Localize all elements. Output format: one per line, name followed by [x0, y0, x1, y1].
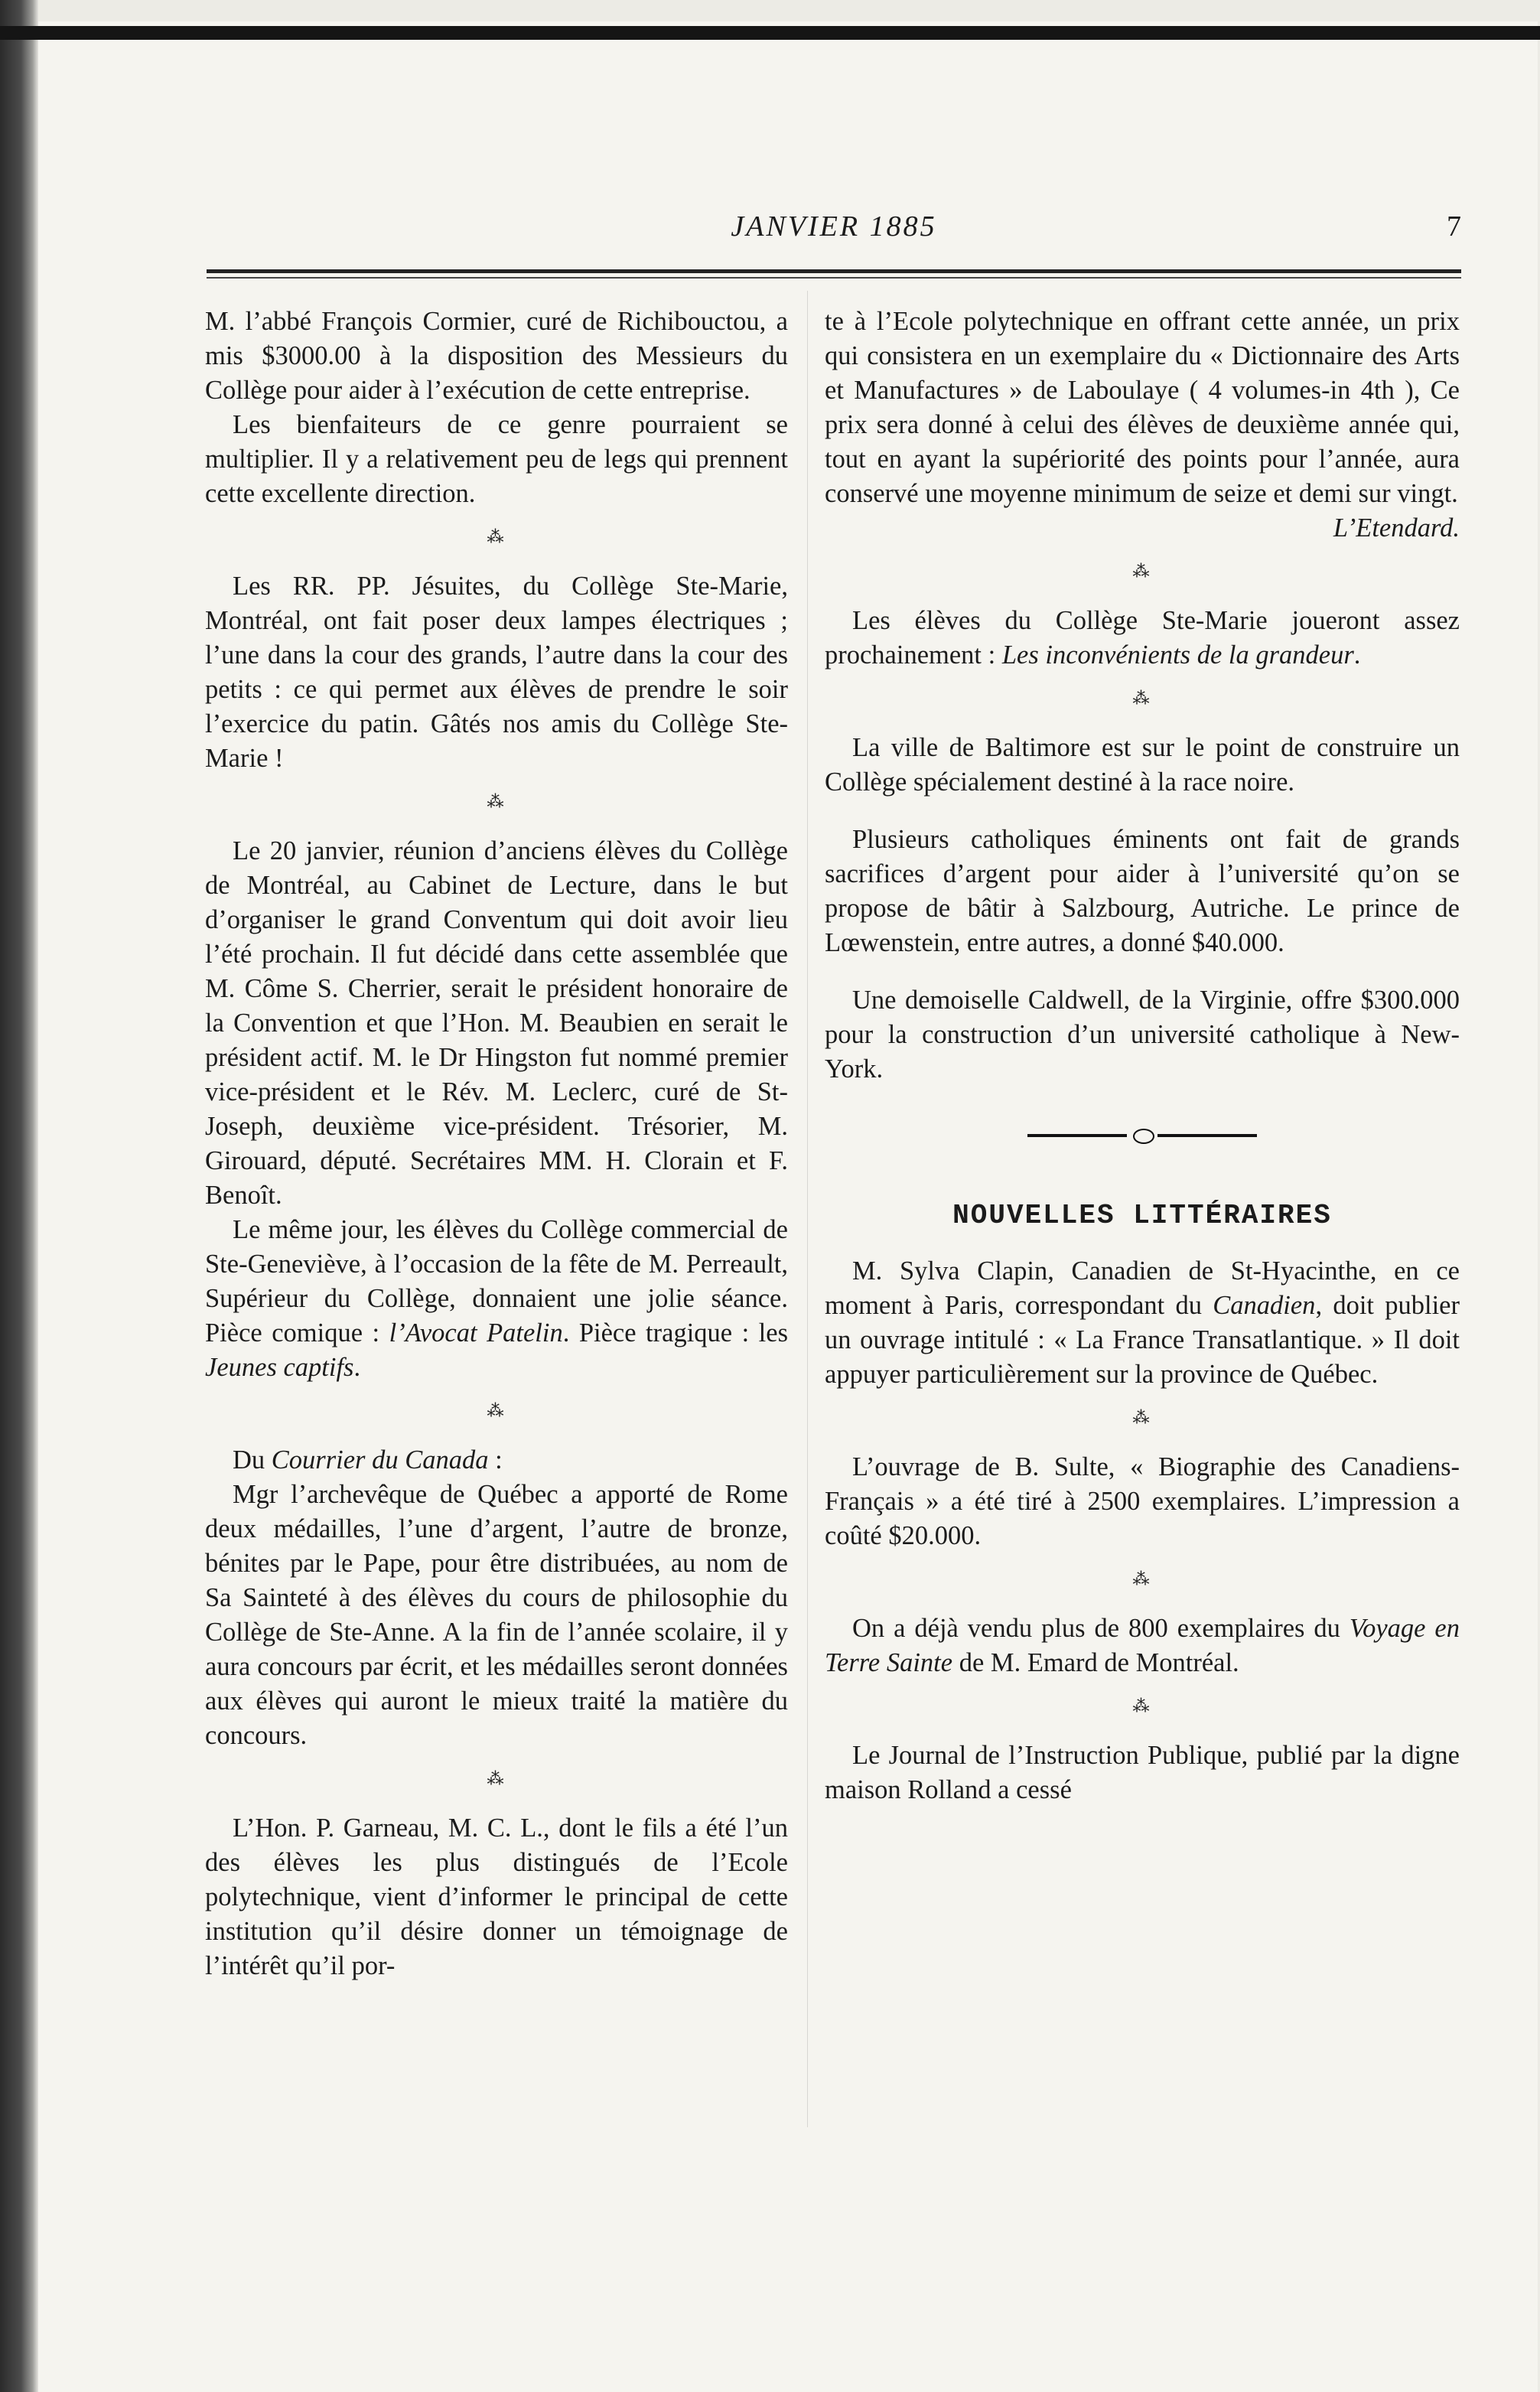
paragraph: Le 20 janvier, réunion d’anciens élèves du Collège de Montréal, au Cabinet de Lecture, dans le but d’organiser le grand Conventum qui doit avoir lieu l’été prochain. Il fut décidé dans cette assemblée que M. Côme S. Cherrier, serait le président honoraire de la Convention et que l’Hon. M. Beaubien en serait le président actif. M. le Dr Hingston fut nommé premier vice-président et le Rév. M. Leclerc, curé de St-Joseph, deuxième vice-président. Trésorier, M. Girouard, député. Secrétaires MM. H. Clorain et F. Benoît. [205, 836, 788, 1210]
text-run: . [353, 1353, 361, 1382]
text-run: : [488, 1445, 503, 1475]
text-run: On a déjà vendu plus de 800 exemplaires du [852, 1614, 1350, 1643]
paragraph: Les bienfaiteurs de ce genre pourraient se multiplier. Il y a relativement peu de legs qui prennent cette excellente direction. [205, 410, 788, 508]
paragraph: te à l’Ecole polytechnique en offrant cette année, un prix qui consistera en un exemplaire du « Dictionnaire des Arts et Manufactures » de Laboulaye ( 4 volumes-in 4th ), Ce prix sera donné à celui des élèves de deuxième année qui, tout en ayant la supériorité des points pour l’année, aura conservé une moyenne minimum de seize et demi sur vingt. [825, 307, 1460, 508]
paragraph: Plusieurs catholiques éminents ont fait de grands sacrifices d’argent pour aider à l’université qu’on se propose de bâtir à Salzbourg, Autriche. Le prince de Lœwenstein, entre autres, a donné $40.000. [825, 825, 1460, 957]
play-title: Jeunes captifs [205, 1353, 354, 1382]
separator-asterism: ⁂ [1132, 1569, 1152, 1589]
separator-asterism: ⁂ [487, 1401, 506, 1420]
running-header [207, 205, 1461, 251]
section-heading: NOUVELLES LITTÉRAIRES [952, 1200, 1332, 1231]
paragraph: M. l’abbé François Cormier, curé de Richibouctou, a mis $3000.00 à la disposition des Messieurs du Collège pour aider à l’exécution de cette entreprise. [205, 307, 788, 405]
header-rule-thin [207, 277, 1461, 279]
play-title: l’Avocat Patelin [389, 1318, 563, 1348]
text-run: Du [233, 1445, 272, 1475]
text-run: Le même jour, les élèves du Collège commercial de Ste-Geneviève, à l’occasion de la fête de M. Perreault, Supérieur du Collège, donnaient une jolie séance. Pièce comique : [205, 1215, 788, 1348]
text-run: M. Sylva Clapin, Canadien de St-Hyacinthe, en ce moment à Paris, correspondant du [825, 1256, 1460, 1320]
paragraph: La ville de Baltimore est sur le point de construire un Collège spécialement destiné à la race noire. [825, 733, 1460, 797]
source-title: Courrier du Canada [271, 1445, 489, 1475]
separator-asterism: ⁂ [487, 792, 506, 811]
page-number: 7 [1447, 210, 1461, 243]
text-run: , doit publier un ouvrage intitulé : « La France Transatlantique. » Il doit appuyer particulièrement sur la province de Québec. [825, 1291, 1460, 1389]
running-title: JANVIER 1885 [731, 210, 937, 243]
ornament-center [1133, 1129, 1154, 1144]
text-run: . Pièce tragique : les [562, 1318, 789, 1348]
ornament-rule-left [1027, 1134, 1127, 1137]
paragraph: Les RR. PP. Jésuites, du Collège Ste-Marie, Montréal, ont fait poser deux lampes électriques ; l’une dans la cour des grands, l’autre dans la cour des petits : ce qui permet aux élèves de prendre le soir l’exercice du patin. Gâtés nos amis du Collège Ste-Marie ! [205, 572, 788, 773]
paragraph [825, 604, 1460, 673]
text-run: Les élèves du Collège Ste-Marie joueront assez prochainement : [825, 606, 1460, 670]
separator-asterism: ⁂ [1132, 562, 1152, 581]
right-column [825, 305, 1460, 1807]
paragraph [205, 1443, 788, 1478]
column-divider [807, 291, 808, 2127]
top-dark-band [0, 26, 1540, 40]
book-title: Voyage en Terre Sainte [825, 1614, 1460, 1677]
header-rule-thick [207, 269, 1461, 273]
newspaper-title: Canadien [1213, 1291, 1316, 1320]
paragraph [825, 1254, 1460, 1392]
separator-asterism: ⁂ [487, 1769, 506, 1788]
page-binding-edge [0, 0, 38, 2392]
separator-asterism: ⁂ [1132, 1696, 1152, 1716]
text-run: . [1353, 640, 1361, 670]
paragraph [825, 1612, 1460, 1680]
paragraph: Une demoiselle Caldwell, de la Virginie, offre $300.000 pour la construction d’un université catholique à New-York. [825, 986, 1460, 1084]
paragraph [205, 1213, 788, 1385]
play-title: Les inconvénients de la grandeur [1001, 640, 1354, 670]
paragraph: L’Hon. P. Garneau, M. C. L., dont le fils a été l’un des élèves les plus distingués de l’Ecole polytechnique, vient d’informer le principal de cette institution qu’il désire donner un témoignage de l’intérêt qu’il por- [205, 1814, 788, 1980]
separator-asterism: ⁂ [1132, 689, 1152, 708]
separator-asterism: ⁂ [487, 527, 506, 546]
paragraph: Mgr l’archevêque de Québec a apporté de Rome deux médailles, l’une d’argent, l’autre de bronze, bénites par le Pape, pour être distribuées, au nom de Sa Sainteté à des élèves du cours de philosophie du Collège de Ste-Anne. A la fin de l’année scolaire, il y aura concours par écrit, et les médailles seront données aux élèves qui auront le mieux traité la matière du concours. [205, 1480, 788, 1750]
ornament-rule-right [1157, 1134, 1257, 1137]
signature: L’Etendard. [1333, 513, 1460, 543]
left-column [205, 305, 788, 1983]
section-ornament [1027, 1126, 1257, 1145]
paragraph: Le Journal de l’Instruction Publique, publié par la digne maison Rolland a cessé [825, 1741, 1460, 1804]
separator-asterism: ⁂ [1132, 1408, 1152, 1427]
text-run: de M. Emard de Montréal. [952, 1648, 1239, 1677]
paragraph: L’ouvrage de B. Sulte, « Biographie des Canadiens-Français » a été tiré à 2500 exemplaires. L’impression a coûté $20.000. [825, 1452, 1460, 1550]
